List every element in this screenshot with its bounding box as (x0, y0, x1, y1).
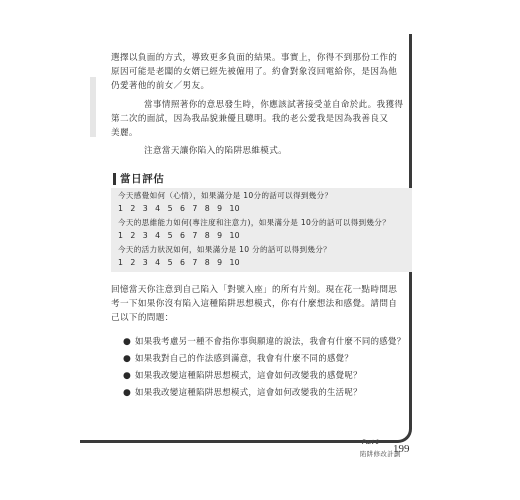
page-number: 199 (393, 443, 410, 455)
paragraph-line: 當事情照著你的意思發生時，你應該試著接受並自命於此。我獲得 (144, 100, 404, 110)
paragraph-line: 原因可能是老闆的女婿已經先被僱用了。約會對象沒回電給你，是因為他 (111, 67, 398, 77)
rating-value: 4 (155, 258, 161, 267)
rating-value: 4 (155, 204, 161, 213)
rating-value: 3 (142, 231, 148, 240)
paragraph-line: 美麗。 (111, 128, 138, 138)
paragraph-line: 己以下的問題： (111, 313, 174, 323)
evaluation-question: 今天的思維能力如何(專注度和注意力)，如果滿分是 10分的話可以得到幾分？ (118, 218, 391, 227)
margin-tab (90, 77, 96, 137)
bullet-icon: ● (123, 354, 132, 364)
paragraph-line: 第二次的面試，因為我品貌兼優且聰明。我的老公愛我是因為我善良又 (111, 114, 389, 124)
paragraph-line: 仍愛著他的前女／男友。 (111, 81, 210, 91)
footer-part-label: Part 6 (362, 440, 379, 446)
bullet-icon: ● (123, 337, 132, 347)
list-item (123, 386, 362, 398)
paragraph-line: 選擇以負面的方式，導致更多負面的結果。事實上，你得不到那份工作的 (111, 53, 398, 63)
rating-scale (118, 258, 242, 267)
rating-value: 10 (229, 231, 240, 240)
evaluation-question: 今天感覺如何（心情），如果滿分是 10分的話可以得到幾分？ (118, 191, 333, 200)
rating-value: 6 (179, 231, 186, 240)
rating-value: 8 (204, 204, 210, 213)
list-item (123, 369, 362, 381)
rating-value: 2 (130, 258, 136, 267)
rating-value: 1 (118, 258, 124, 267)
rating-scale (118, 231, 242, 240)
rating-value: 5 (167, 204, 173, 213)
rating-value: 1 (118, 231, 124, 240)
rating-value: 6 (179, 204, 186, 213)
footer-chapter-label: 陷阱修改計劃 (360, 450, 401, 458)
rating-value: 3 (142, 204, 148, 213)
rating-value: 4 (155, 231, 161, 240)
rating-value: 7 (192, 258, 198, 267)
rating-value: 5 (167, 231, 173, 240)
rating-value: 7 (192, 231, 198, 240)
list-item (123, 335, 405, 347)
bullet-icon: ● (123, 371, 132, 381)
list-item-text: 如果我對自己的作法感到滿意，我會有什麼不同的感覺？ (135, 353, 354, 363)
rating-value: 2 (130, 204, 136, 213)
bullet-icon: ● (123, 388, 132, 398)
rating-value: 9 (217, 231, 223, 240)
list-item-text: 如果我考慮另一種不會指你事與願違的說法，我會有什麼不同的感覺？ (135, 336, 406, 346)
rating-value: 8 (204, 258, 210, 267)
section-title: 當日評估 (113, 173, 164, 185)
rating-value: 8 (204, 231, 210, 240)
rating-value: 2 (130, 231, 136, 240)
paragraph-line: 注意當天讓你陷入的陷阱思維模式。 (144, 146, 288, 156)
rating-value: 7 (192, 204, 198, 213)
rating-value: 10 (229, 204, 240, 213)
rating-value: 6 (179, 258, 186, 267)
list-item (123, 352, 353, 364)
rating-value: 9 (217, 204, 223, 213)
rating-scale (118, 204, 242, 213)
paragraph-line: 回憶當天你注意到自己陷入「對號入座」的所有片刻。現在花一點時間思 (111, 285, 398, 295)
list-item-text: 如果我改變這種陷阱思想模式，這會如何改變我的生活呢？ (135, 387, 362, 397)
paragraph-line: 考一下如果你沒有陷入這種陷阱思想模式，你有什麼想法和感覺。請問自 (111, 299, 398, 309)
list-item-text: 如果我改變這種陷阱思想模式，這會如何改變我的感覺呢？ (135, 370, 362, 380)
rating-value: 9 (217, 258, 223, 267)
rating-value: 3 (142, 258, 148, 267)
rating-value: 10 (229, 258, 240, 267)
rating-value: 1 (118, 204, 124, 213)
evaluation-question: 今天的活力狀況如何，如果滿分是 10 分的話可以得到幾分？ (118, 245, 332, 254)
rating-value: 5 (167, 258, 173, 267)
